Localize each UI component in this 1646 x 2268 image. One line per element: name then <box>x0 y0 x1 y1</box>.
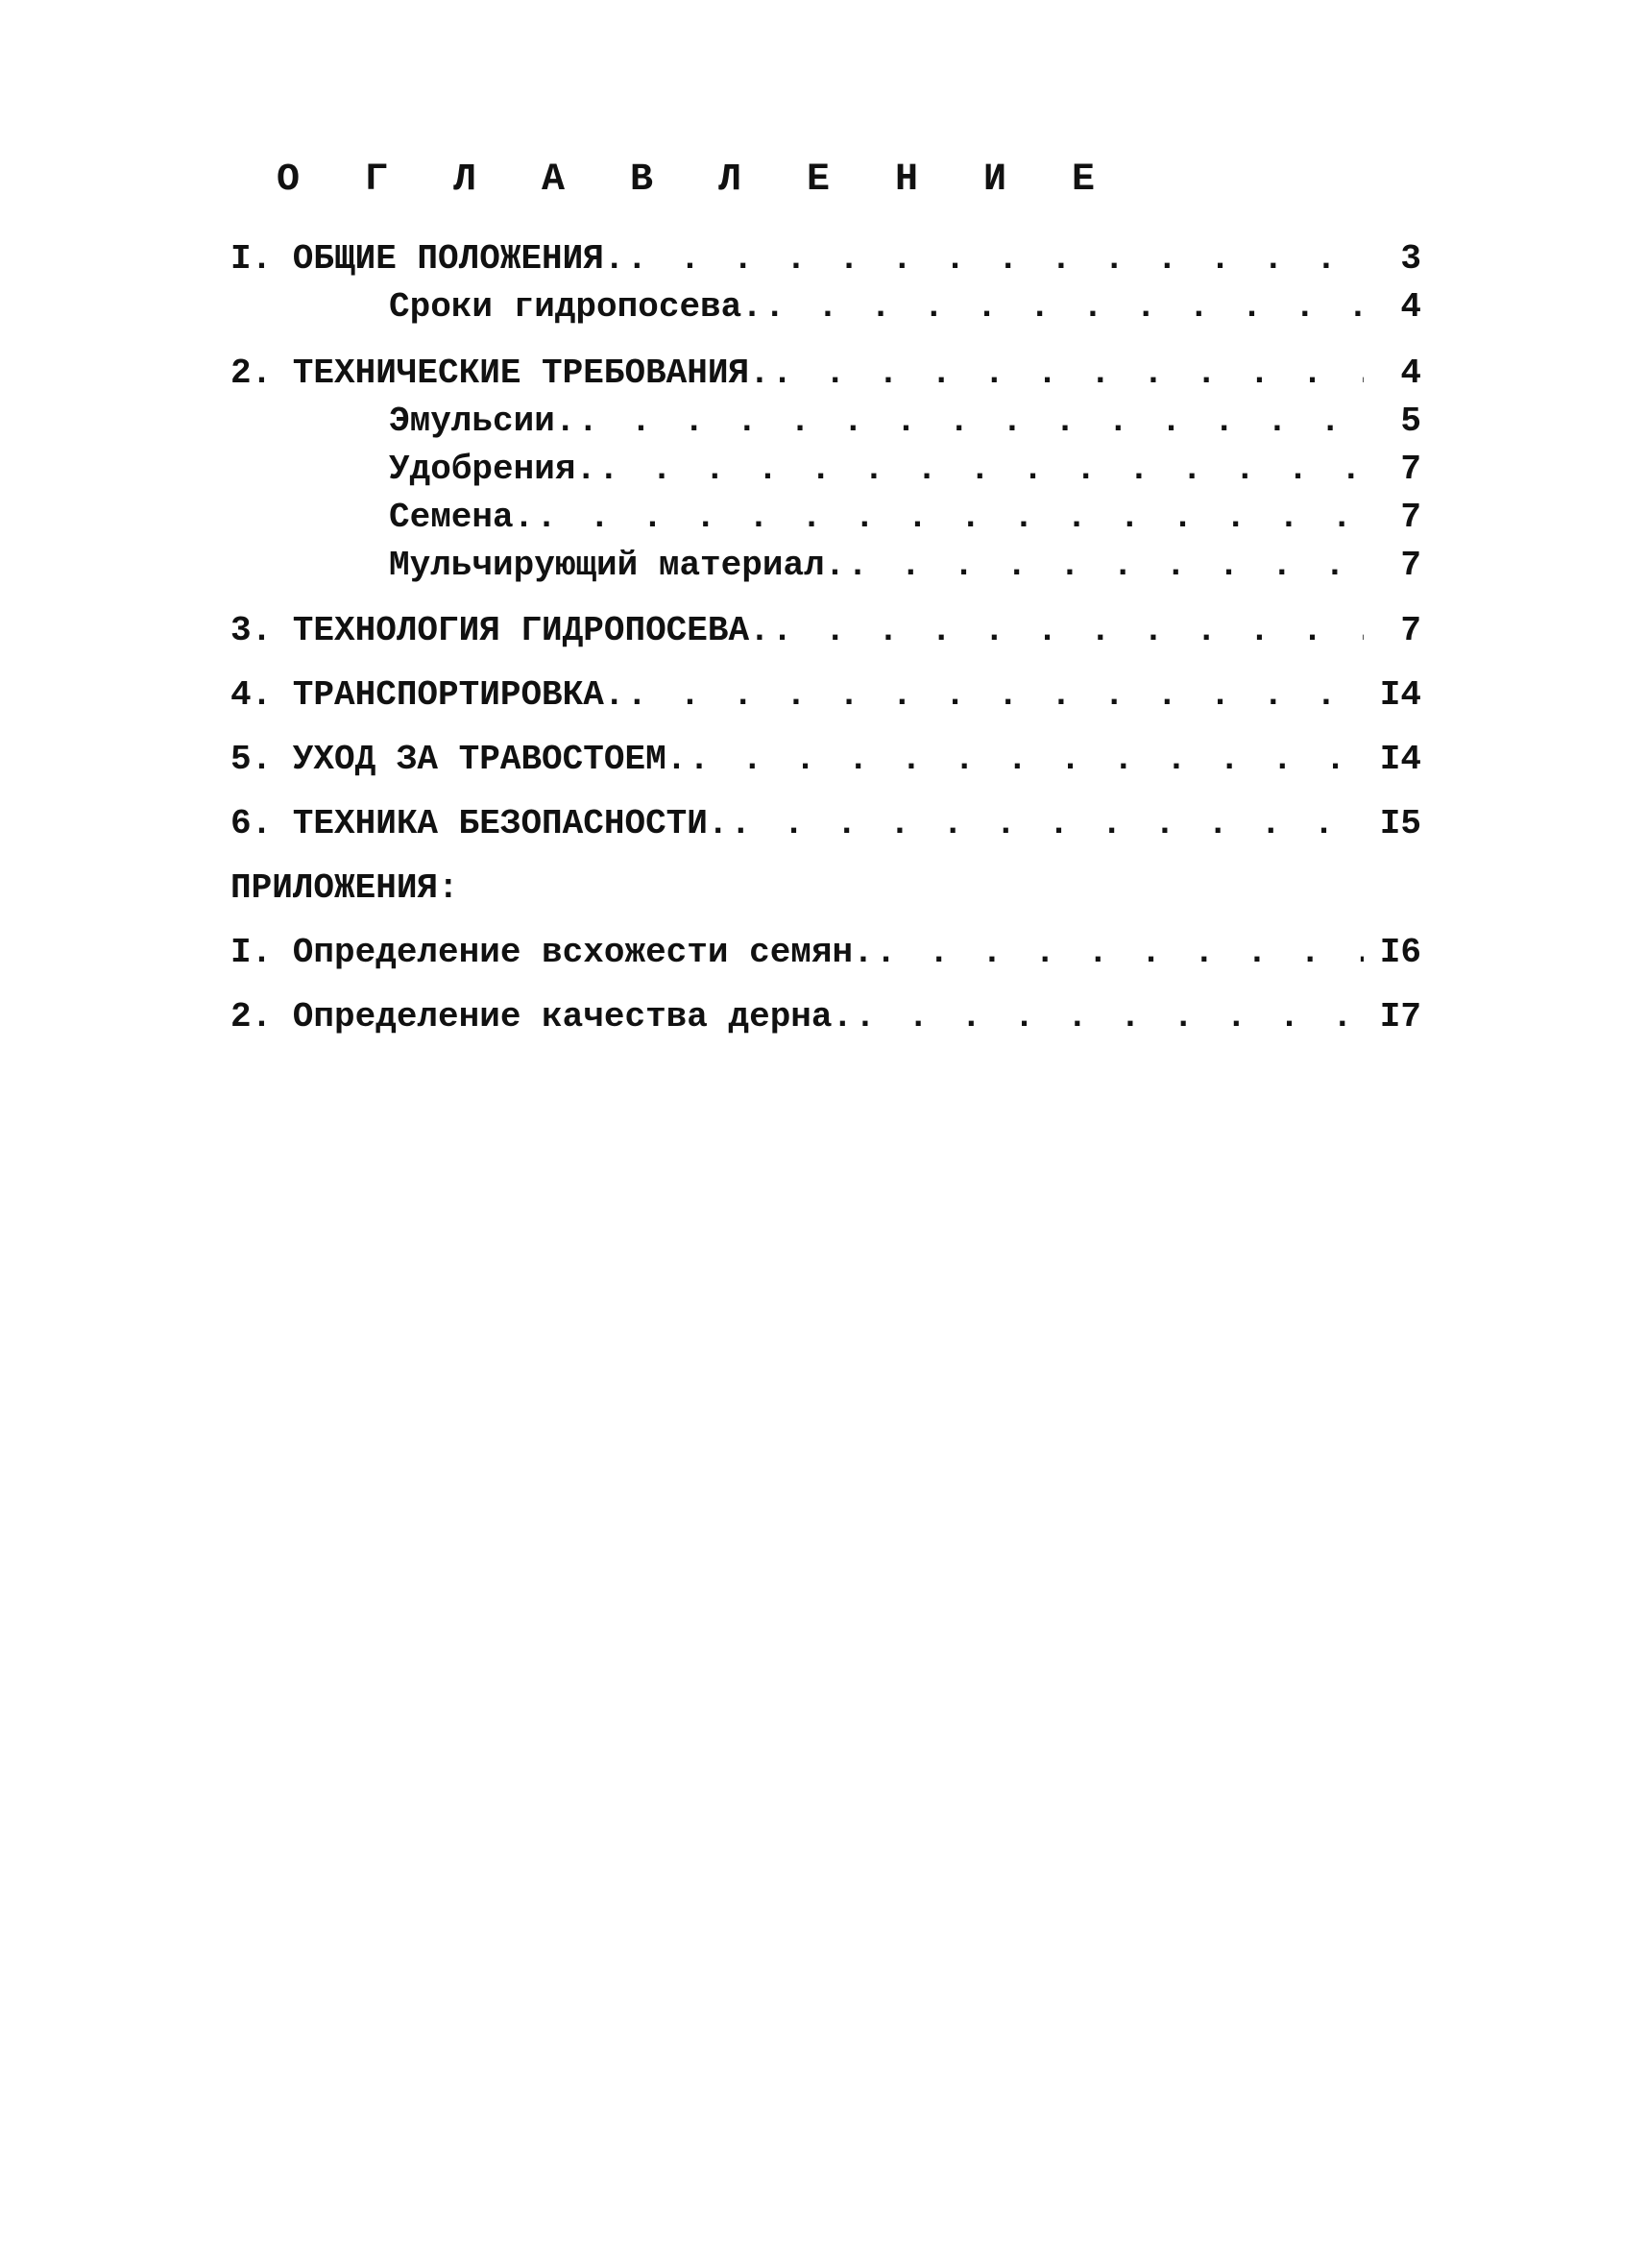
toc-entry-2 <box>230 350 1421 398</box>
toc-title: О Г Л А В Л Е Н И Е <box>276 159 1117 202</box>
toc-entry-page: 7 <box>1400 450 1421 489</box>
toc-entry-label: 5. УХОД ЗА ТРАВОСТОЕМ. <box>230 740 688 779</box>
toc-leader-dots <box>770 350 1364 398</box>
toc-entry-6 <box>230 800 1421 848</box>
toc-entry-page: 7 <box>1400 498 1421 537</box>
toc-entry-page: I5 <box>1379 804 1421 843</box>
toc-leader-dots <box>845 542 1364 590</box>
toc-leader-dots <box>874 929 1364 977</box>
toc-entry-label: 2. ТЕХНИЧЕСКИЕ ТРЕБОВАНИЯ. <box>230 354 770 393</box>
toc-entry-page: 7 <box>1400 546 1421 585</box>
toc-entry-page: 3 <box>1400 239 1421 279</box>
toc-entry-2-sub-3 <box>389 494 1421 542</box>
toc-entry-label: Мульчирующий материал. <box>389 546 846 585</box>
toc-entry-2-sub-4 <box>389 542 1421 590</box>
toc-entry-page: 5 <box>1400 402 1421 441</box>
toc-entry-5 <box>230 736 1421 784</box>
toc-entry-label: Эмульсии. <box>389 402 576 441</box>
toc-entry-label: I. Определение всхожести семян. <box>230 933 874 972</box>
toc-entry-label: Сроки гидропосева. <box>389 287 762 327</box>
toc-entry-page: I4 <box>1379 675 1421 715</box>
toc-entry-page: I6 <box>1379 933 1421 972</box>
toc-entry-1-sub-1 <box>389 283 1421 331</box>
toc-leader-dots <box>534 494 1364 542</box>
toc-entry-label: 6. ТЕХНИКА БЕЗОПАСНОСТИ. <box>230 804 729 843</box>
toc-entry-page: 4 <box>1400 287 1421 327</box>
toc-leader-dots <box>853 993 1364 1041</box>
toc-leader-dots <box>596 446 1364 494</box>
toc-entry-label: Удобрения. <box>389 450 597 489</box>
toc-leader-dots <box>770 607 1364 655</box>
toc-leader-dots <box>762 283 1364 331</box>
toc-entry-2-sub-1 <box>389 398 1421 446</box>
toc-entry-page: 7 <box>1400 611 1421 650</box>
toc-entry-page: 4 <box>1400 354 1421 393</box>
toc-entry-1 <box>230 235 1421 283</box>
toc-entry-label: Семена. <box>389 498 535 537</box>
toc-entry-page: I4 <box>1379 740 1421 779</box>
toc-entry-2-sub-2 <box>389 446 1421 494</box>
toc-entry-label: 3. ТЕХНОЛОГИЯ ГИДРОПОСЕВА. <box>230 611 770 650</box>
toc-entry-page: I7 <box>1379 997 1421 1036</box>
toc-leader-dots <box>687 736 1364 784</box>
toc-entry-label: 2. Определение качества дерна. <box>230 997 854 1036</box>
toc-entry-4 <box>230 671 1421 719</box>
appendix-heading: ПРИЛОЖЕНИЯ: <box>230 868 459 908</box>
toc-entry-3 <box>230 607 1421 655</box>
toc-entry-label: 4. ТРАНСПОРТИРОВКА. <box>230 675 625 715</box>
toc-leader-dots <box>575 398 1364 446</box>
toc-appendix-1 <box>230 929 1421 977</box>
toc-leader-dots <box>624 671 1364 719</box>
toc-appendix-2 <box>230 993 1421 1041</box>
toc-leader-dots <box>728 800 1364 848</box>
toc-entry-label: I. ОБЩИЕ ПОЛОЖЕНИЯ. <box>230 239 625 279</box>
toc-leader-dots <box>624 235 1364 283</box>
